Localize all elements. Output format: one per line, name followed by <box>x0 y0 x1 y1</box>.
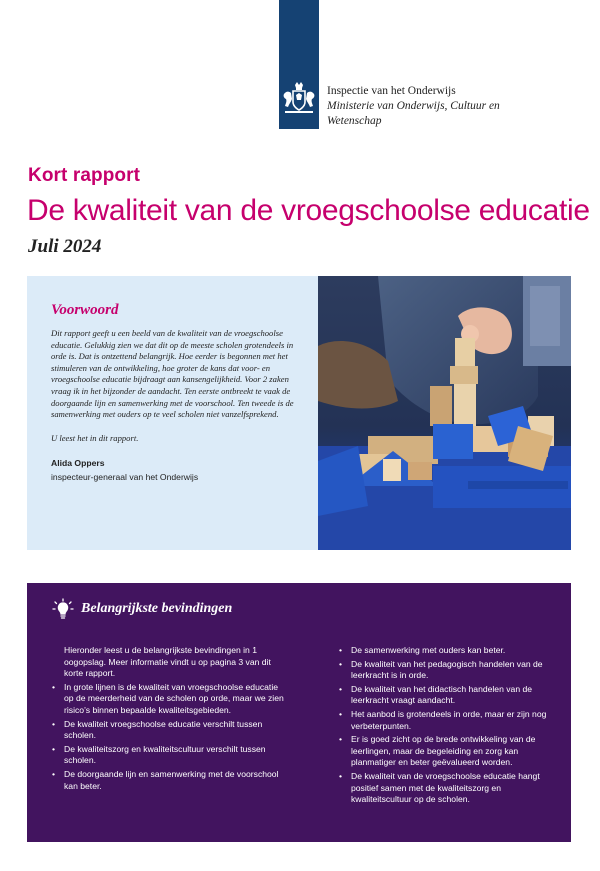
foreword-heading: Voorwoord <box>51 302 119 318</box>
findings-box <box>27 583 571 842</box>
ministry-line-2: Wetenschap <box>327 115 382 127</box>
findings-column-right <box>339 645 547 808</box>
finding-item: • De kwaliteit van het pedagogisch handelen van de leerkracht is in orde. <box>339 659 547 682</box>
finding-item: • De kwaliteit vroegschoolse educatie verschilt tussen scholen. <box>52 719 284 742</box>
page-title: De kwaliteit van de vroegschoolse educatie <box>27 194 590 227</box>
child-building-blocks-photo <box>318 276 571 550</box>
finding-item: • De kwaliteit van het didactisch handelen van de leerkracht vraagt aandacht. <box>339 684 547 707</box>
findings-column-left <box>52 645 284 794</box>
finding-item: • In grote lijnen is de kwaliteit van vroegschoolse educatie op de meerderheid van de scholen op orde, maar we zien risico’s binnen bepaalde kwaliteitsgebieden. <box>52 682 284 717</box>
findings-intro: Hieronder leest u de belangrijkste bevindingen in 1 oogopslag. Meer informatie vindt u op pagina 3 van dit korte rapport. <box>64 645 271 679</box>
foreword-box <box>27 276 318 550</box>
lightbulb-icon <box>52 598 74 620</box>
coat-of-arms-icon <box>281 82 317 116</box>
signature-name: Alida Oppers <box>51 458 105 469</box>
finding-item: • De doorgaande lijn en samenwerking met de voorschool kan beter. <box>52 769 284 792</box>
report-kicker: Kort rapport <box>28 165 141 186</box>
finding-item: • De kwaliteitszorg en kwaliteitscultuur verschilt tussen scholen. <box>52 744 284 767</box>
foreword-read-on: U leest het in dit rapport. <box>51 432 139 443</box>
finding-item: • De kwaliteit van de vroegschoolse educatie hangt positief samen met de kwaliteitszorg en kwaliteitscultuur op de scholen. <box>339 771 547 806</box>
finding-item: • De samenwerking met ouders kan beter. <box>339 645 547 657</box>
organization-name <box>327 84 500 129</box>
signature-role: inspecteur-generaal van het Onderwijs <box>51 471 199 482</box>
finding-item: • Het aanbod is grotendeels in orde, maar er zijn nog verbeterpunten. <box>339 709 547 732</box>
ministry-line-1: Ministerie van Onderwijs, Cultuur en <box>327 100 500 112</box>
report-date: Juli 2024 <box>28 236 102 257</box>
foreword-paragraph: Dit rapport geeft u een beeld van de kwaliteit van de vroegschoolse educatie. Gelukkig zien we dat dit op de meeste scholen grotendeels in orde is. Dat is ontzettend belangrijk. Hoe eerder is begonnen met het stimuleren van de ontwikkeling, hoe groter de kans dat voor- en vroegschoolse educatie bijdraagt aan kansengelijkheid. Voor 2 zaken vraag ik in het bijzonder de aandacht. Ten eerste ontbreekt te vaak de doorgaande lijn en samenwerking met de voorschool. Ten tweede is de samenwerking met ouders op te veel scholen niet vanzelfsprekend. <box>51 328 294 420</box>
finding-item: • Er is goed zicht op de brede ontwikkeling van de leerlingen, maar de begeleiding en zorg kan planmatiger en beter geëvalueerd worden. <box>339 734 547 769</box>
org-name: Inspectie van het Onderwijs <box>327 85 456 97</box>
findings-heading: Belangrijkste bevindingen <box>81 601 233 616</box>
